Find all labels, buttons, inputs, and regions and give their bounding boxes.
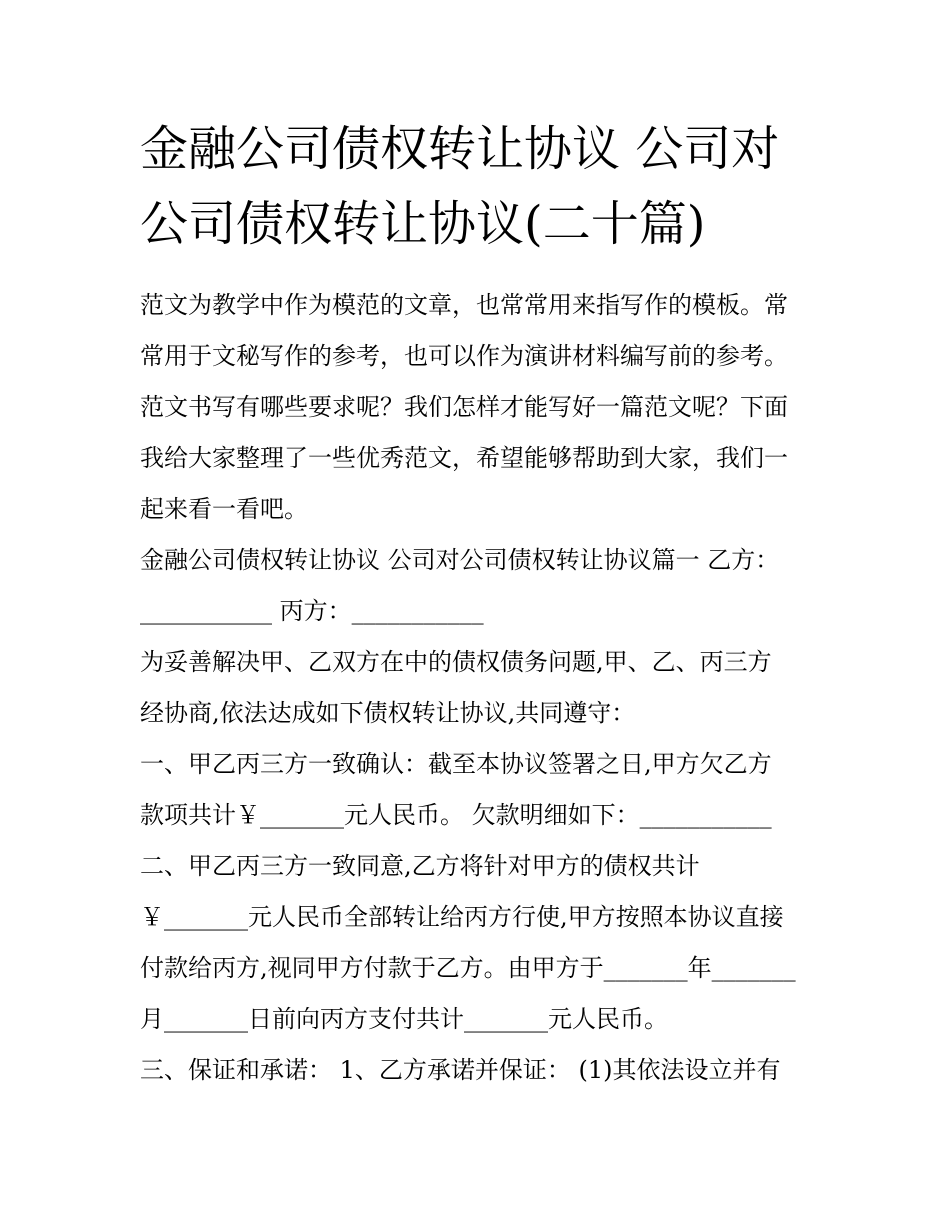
body-line: 起来看一看吧。 [140, 495, 308, 523]
body-line: 付款给丙方,视同甲方付款于乙方。由甲方于_______年_______ [140, 954, 796, 982]
title-line: 公司债权转让协议(二十篇) [140, 196, 706, 252]
title-line: 金融公司债权转让协议 公司对 [140, 121, 780, 177]
body-line: 为妥善解决甲、乙双方在中的债权债务问题,甲、乙、丙三方 [140, 648, 772, 676]
body-line: 金融公司债权转让协议 公司对公司债权转让协议篇一 乙方： [140, 546, 780, 574]
body-line: 三、保证和承诺： 1、乙方承诺并保证： (1)其依法设立并有 [140, 1056, 781, 1084]
document-title [140, 112, 830, 262]
body-line: 范文书写有哪些要求呢？我们怎样才能写好一篇范文呢？下面 [140, 393, 788, 421]
body-line: 范文为教学中作为模范的文章，也常常用来指写作的模板。常 [140, 291, 788, 319]
body-line: 月_______日前向丙方支付共计_______元人民币。 [140, 1005, 668, 1033]
body-line: 常用于文秘写作的参考，也可以作为演讲材料编写前的参考。 [140, 342, 788, 370]
body-line: ￥_______元人民币全部转让给丙方行使,甲方按照本协议直接 [140, 903, 784, 931]
body-line: 款项共计￥_______元人民币。 欠款明细如下：___________ [140, 801, 772, 829]
body-line: ___________ 丙方：___________ [140, 597, 484, 625]
document-body [140, 280, 830, 1096]
body-line: 二、甲乙丙三方一致同意,乙方将针对甲方的债权共计 [140, 852, 700, 880]
body-line: 经协商,依法达成如下债权转让协议,共同遵守： [140, 699, 636, 727]
body-line: 一、甲乙丙三方一致确认：截至本协议签署之日,甲方欠乙方 [140, 750, 772, 778]
body-line: 我给大家整理了一些优秀范文，希望能够帮助到大家，我们一 [140, 444, 788, 472]
